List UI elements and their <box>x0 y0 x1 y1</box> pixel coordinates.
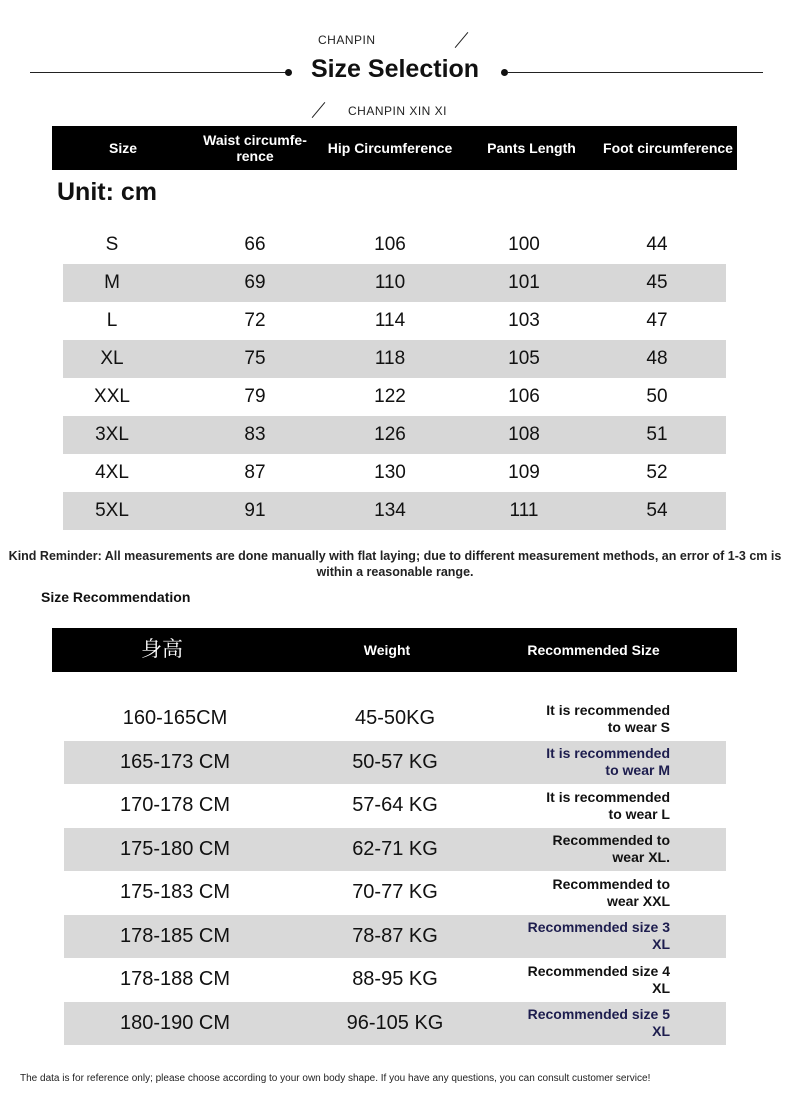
size-cell: M <box>104 272 120 293</box>
weight-cell: 57-64 KG <box>352 794 438 817</box>
foot-cell: 52 <box>646 462 668 483</box>
recommendation-row <box>64 784 726 828</box>
size-row <box>63 226 726 264</box>
hip-cell: 134 <box>374 500 406 521</box>
height-cell: 175-183 CM <box>119 881 231 904</box>
length-cell: 106 <box>508 386 540 407</box>
hip-cell: 110 <box>374 272 406 293</box>
waist-cell: 69 <box>244 272 266 293</box>
recommendation-cell: Recommended to wear XXL <box>552 875 670 909</box>
size-cell: 5XL <box>95 500 129 521</box>
recommendation-cell: It is recommended to wear L <box>546 788 670 822</box>
size-cell: XL <box>100 348 124 369</box>
hip-cell: 130 <box>374 462 406 483</box>
weight-cell: 96-105 KG <box>346 1011 444 1034</box>
recommendation-cell: Recommended size 5 XL <box>527 1006 670 1040</box>
recommendation-table-header <box>52 628 737 672</box>
recommendation-row <box>64 828 726 872</box>
size-row <box>63 264 726 302</box>
size-row <box>63 454 726 492</box>
col-foot: Foot circumference <box>603 140 733 156</box>
height-cell: 170-178 CM <box>119 794 231 817</box>
header-top-label: CHANPIN <box>318 33 376 47</box>
size-cell: 4XL <box>95 462 129 483</box>
hip-cell: 114 <box>374 310 406 331</box>
size-row <box>63 416 726 454</box>
hip-cell: 118 <box>374 348 406 369</box>
weight-cell: 45-50KG <box>354 707 436 730</box>
foot-cell: 47 <box>646 310 668 331</box>
weight-cell: 62-71 KG <box>352 837 438 860</box>
footnote: The data is for reference only; please choose according to your own body shape. If you have any questions, you can consult customer service! <box>20 1073 651 1084</box>
weight-cell: 88-95 KG <box>352 968 438 991</box>
length-cell: 103 <box>508 310 540 331</box>
length-cell: 108 <box>508 424 540 445</box>
waist-cell: 87 <box>244 462 266 483</box>
col-recommended-size: Recommended Size <box>527 642 660 658</box>
recommendation-row <box>64 1002 726 1046</box>
size-cell: XXL <box>94 386 130 407</box>
height-cell: 165-173 CM <box>119 750 231 773</box>
hip-cell: 122 <box>374 386 406 407</box>
recommendation-row <box>64 915 726 959</box>
size-table-body <box>63 226 726 530</box>
size-cell: S <box>105 234 119 255</box>
title-line-right <box>507 72 763 73</box>
foot-cell: 48 <box>646 348 668 369</box>
height-cell: 180-190 CM <box>119 1011 231 1034</box>
page-title: Size Selection <box>310 55 480 83</box>
col-size: Size <box>108 140 137 156</box>
col-waist: Waist circumfe- rence <box>203 132 307 164</box>
height-cell: 160-165CM <box>122 707 228 730</box>
waist-cell: 72 <box>244 310 266 331</box>
header-slash-top <box>455 32 469 48</box>
col-height: 身高 <box>141 638 183 661</box>
weight-cell: 50-57 KG <box>352 750 438 773</box>
col-hip: Hip Circumference <box>327 140 453 156</box>
waist-cell: 83 <box>244 424 266 445</box>
col-pants-length: Pants Length <box>487 140 576 156</box>
waist-cell: 66 <box>244 234 266 255</box>
hip-cell: 126 <box>374 424 406 445</box>
length-cell: 105 <box>508 348 540 369</box>
recommendation-table-body <box>64 697 726 1045</box>
unit-label: Unit: cm <box>57 178 157 206</box>
col-weight: Weight <box>363 642 411 658</box>
size-cell: L <box>106 310 118 331</box>
length-cell: 109 <box>508 462 540 483</box>
foot-cell: 50 <box>646 386 668 407</box>
height-cell: 175-180 CM <box>119 837 231 860</box>
length-cell: 111 <box>509 500 539 521</box>
recommendation-row <box>64 871 726 915</box>
foot-cell: 45 <box>646 272 668 293</box>
weight-cell: 70-77 KG <box>352 881 438 904</box>
foot-cell: 51 <box>646 424 668 445</box>
header-slash-bottom <box>312 102 326 118</box>
recommendation-cell: It is recommended to wear M <box>546 745 670 779</box>
size-table-header <box>52 126 737 170</box>
hip-cell: 106 <box>374 234 406 255</box>
foot-cell: 54 <box>646 500 668 521</box>
recommendation-cell: It is recommended to wear S <box>546 701 670 735</box>
waist-cell: 91 <box>244 500 266 521</box>
recommendation-row <box>64 958 726 1002</box>
waist-cell: 75 <box>244 348 266 369</box>
height-cell: 178-188 CM <box>119 968 231 991</box>
foot-cell: 44 <box>646 234 668 255</box>
waist-cell: 79 <box>244 386 266 407</box>
kind-reminder: Kind Reminder: All measurements are done manually with flat laying; due to different measurement methods, an error of 1-3 cm is within a reasonable range. <box>8 549 782 579</box>
height-cell: 178-185 CM <box>119 924 231 947</box>
length-cell: 100 <box>508 234 540 255</box>
recommendation-cell: Recommended size 3 XL <box>527 919 670 953</box>
recommendation-row <box>64 697 726 741</box>
length-cell: 101 <box>508 272 540 293</box>
recommendation-row <box>64 741 726 785</box>
size-row <box>63 302 726 340</box>
recommendation-cell: Recommended size 4 XL <box>527 962 670 996</box>
size-row <box>63 340 726 378</box>
size-row <box>63 378 726 416</box>
size-row <box>63 492 726 530</box>
recommendation-title: Size Recommendation <box>41 589 191 605</box>
size-cell: 3XL <box>95 424 129 445</box>
weight-cell: 78-87 KG <box>352 924 438 947</box>
header-sub-label: CHANPIN XIN XI <box>348 104 448 118</box>
recommendation-cell: Recommended to wear XL. <box>552 832 670 866</box>
